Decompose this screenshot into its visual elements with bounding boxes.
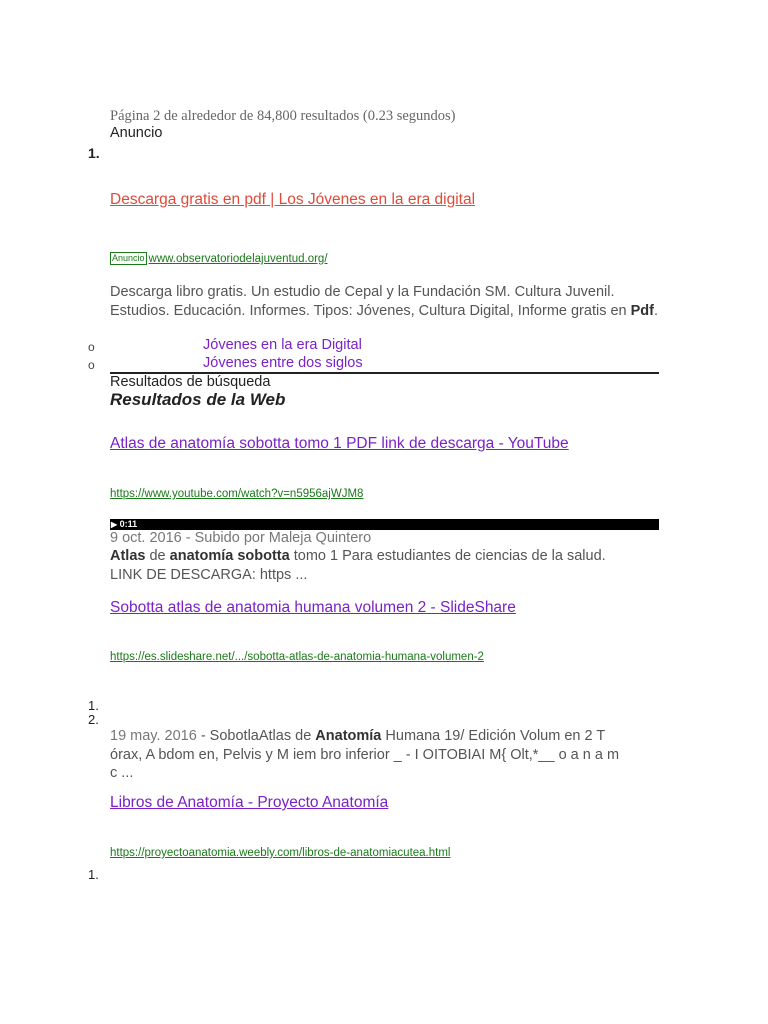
play-icon: ▶	[111, 520, 118, 529]
ad-section-label: Anuncio	[110, 125, 163, 141]
result-url-link[interactable]: https://proyectoanatomia.weebly.com/libros-de-anatomiacutea.html	[110, 847, 451, 859]
ad-description	[110, 283, 660, 320]
snippet-text: - SobotlaAtlas de	[196, 728, 316, 744]
result-url-link[interactable]: https://es.slideshare.net/.../sobotta-atlas-de-anatomia-humana-volumen-2	[110, 651, 484, 663]
video-duration-bar[interactable]	[110, 519, 659, 530]
result-title-link[interactable]: Libros de Anatomía - Proyecto Anatomía	[110, 794, 389, 811]
snippet-text: Humana 19/ Edición Volum en 2 T	[381, 728, 606, 744]
ad-badge: Anuncio	[112, 253, 145, 263]
result-snippet	[110, 547, 660, 584]
snippet-text: tomo 1 Para estudiantes de ciencias de la salud.	[289, 548, 606, 564]
sitelink-jovenes-dos-siglos[interactable]: Jóvenes entre dos siglos	[203, 355, 363, 371]
video-duration: 0:11	[119, 519, 138, 529]
snippet-text: de	[145, 548, 170, 564]
ad-description-end: .	[654, 302, 659, 319]
ad-list-number: 1.	[88, 145, 100, 161]
ad-description-text: Descarga libro gratis. Un estudio de Cepal y la Fundación SM. Cultura Juvenil. Estudios. Educación. Informes. Tipos: Jóvenes, Cultura Digital, Informe gratis en	[110, 284, 631, 319]
sitelink-bullet: o	[88, 358, 95, 372]
ad-title-link[interactable]: Descarga gratis en pdf | Los Jóvenes en la era digital	[110, 191, 476, 208]
sitelink-bullet: o	[88, 340, 95, 354]
snippet-bold: anatomía sobotta	[169, 548, 290, 564]
ad-url-link[interactable]: www.observatoriodelajuventud.org/	[148, 253, 328, 265]
result-meta: 9 oct. 2016 - Subido por Maleja Quintero	[110, 530, 372, 546]
result-title-link[interactable]: Sobotta atlas de anatomia humana volumen 2 - SlideShare	[110, 599, 516, 616]
result-title-link[interactable]: Atlas de anatomía sobotta tomo 1 PDF link de descarga - YouTube	[110, 435, 569, 452]
ad-description-bold: Pdf	[630, 302, 654, 319]
snippet-bold: Atlas	[110, 548, 146, 564]
result-stats: Página 2 de alrededor de 84,800 resultados (0.23 segundos)	[110, 108, 456, 124]
list-number: 2.	[88, 712, 99, 727]
result-snippet	[110, 727, 670, 783]
result-url-link[interactable]: https://www.youtube.com/watch?v=n5956ajWJM8	[110, 488, 364, 500]
snippet-text: c ...	[110, 765, 134, 781]
snippet-text: órax, A bdom en, Pelvis y M iem bro inferior _ - I OITOBIAI M{ Olt,*__ o a n a m	[110, 746, 620, 763]
results-subheading: Resultados de búsqueda	[110, 374, 271, 390]
ad-url-line	[110, 249, 328, 267]
snippet-text: LINK DE DESCARGA: https ...	[110, 566, 308, 583]
list-number: 1.	[88, 698, 99, 713]
snippet-bold: Anatomía	[315, 728, 382, 744]
web-results-heading: Resultados de la Web	[110, 390, 286, 409]
list-number: 1.	[88, 867, 99, 882]
sitelink-jovenes-era-digital[interactable]: Jóvenes en la era Digital	[203, 337, 362, 353]
result-meta: 19 may. 2016	[110, 728, 197, 744]
